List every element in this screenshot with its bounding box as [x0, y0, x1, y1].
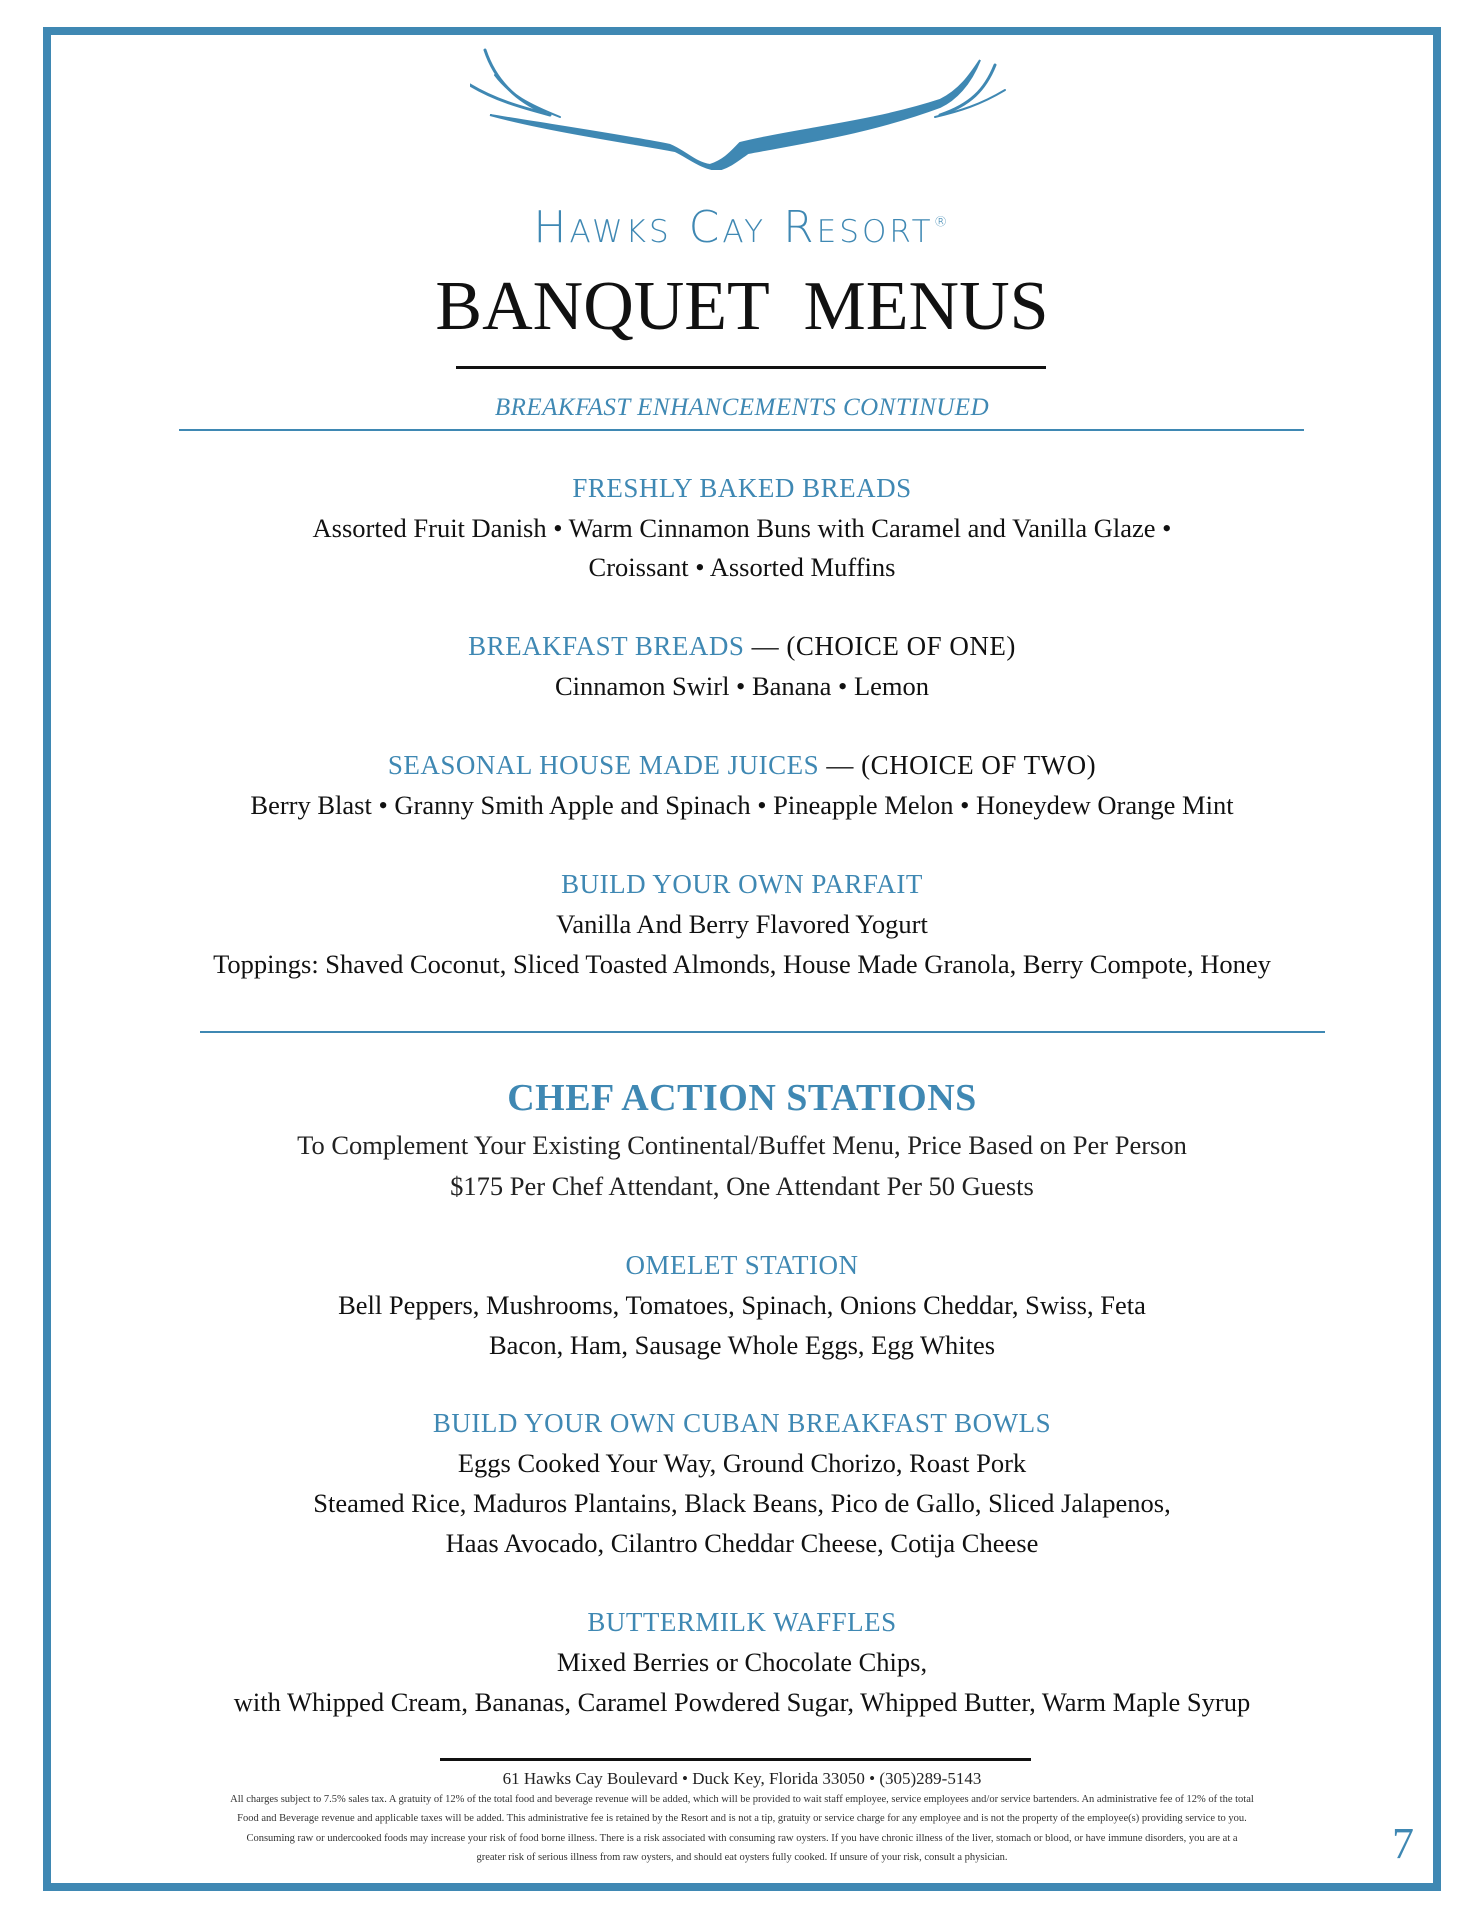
section-divider: [200, 1031, 1325, 1033]
chef-stations-title: CHEF ACTION STATIONS: [507, 1077, 977, 1119]
station-heading: BUTTERMILK WAFFLES: [587, 1607, 897, 1637]
logo-wordmark: Hawks Cay Resort®: [533, 202, 951, 253]
menu-line: Toppings: Shaved Coconut, Sliced Toasted Almonds, House Made Granola, Berry Compote, Honey: [213, 949, 1271, 979]
page-number: 7: [1392, 1819, 1414, 1868]
section-heading: BUILD YOUR OWN PARFAIT: [561, 869, 923, 899]
fine-print: All charges subject to 7.5% sales tax. A gratuity of 12% of the total food and beverage revenue will be added, which will be provided to wait staff employee, service employees and/or service bartenders. An administrative fee of 12% of the total: [230, 1794, 1254, 1805]
footer-divider: [440, 1758, 1031, 1761]
menu-line: with Whipped Cream, Bananas, Caramel Powdered Sugar, Whipped Butter, Warm Maple Syrup: [233, 1687, 1251, 1717]
menu-line: Berry Blast • Granny Smith Apple and Spinach • Pineapple Melon • Honeydew Orange Mint: [250, 790, 1234, 820]
section-heading: FRESHLY BAKED BREADS: [572, 473, 912, 503]
menu-line: Bacon, Ham, Sausage Whole Eggs, Egg Whites: [488, 1330, 996, 1360]
chef-intro-line: To Complement Your Existing Continental/Buffet Menu, Price Based on Per Person: [297, 1130, 1187, 1160]
menu-line: Croissant • Assorted Muffins: [588, 552, 896, 582]
footer-address: 61 Hawks Cay Boulevard • Duck Key, Florida 33050 • (305)289-5143: [502, 1769, 982, 1788]
menu-line: Eggs Cooked Your Way, Ground Chorizo, Roast Pork: [457, 1448, 1027, 1478]
fine-print: Consuming raw or undercooked foods may increase your risk of food borne illness. There is a risk associated with consuming raw oysters. If you have chronic illness of the liver, stomach or blood, or have immune disorders, you are at a: [246, 1833, 1238, 1844]
menu-line: Steamed Rice, Maduros Plantains, Black Beans, Pico de Gallo, Sliced Jalapenos,: [313, 1488, 1171, 1518]
fine-print: Food and Beverage revenue and applicable taxes will be added. This administrative fee is retained by the Resort and is not a tip, gratuity or service charge for any employee and is not the property of the employee(s) providing service to you.: [237, 1813, 1247, 1824]
title-divider: [456, 366, 1046, 369]
subtitle-divider: [179, 429, 1304, 431]
chef-intro-line: $175 Per Chef Attendant, One Attendant Per 50 Guests: [450, 1171, 1034, 1201]
menu-line: Haas Avocado, Cilantro Cheddar Cheese, Cotija Cheese: [445, 1528, 1039, 1558]
hawk-logo-icon: [470, 45, 1010, 170]
menu-line: Mixed Berries or Chocolate Chips,: [556, 1647, 928, 1677]
station-heading: OMELET STATION: [625, 1250, 859, 1280]
menu-line: Bell Peppers, Mushrooms, Tomatoes, Spinach, Onions Cheddar, Swiss, Feta: [338, 1290, 1146, 1320]
menu-line: Assorted Fruit Danish • Warm Cinnamon Buns with Caramel and Vanilla Glaze •: [312, 513, 1172, 543]
section-heading: BREAKFAST BREADS — (CHOICE OF ONE): [468, 631, 1016, 661]
station-heading: BUILD YOUR OWN CUBAN BREAKFAST BOWLS: [432, 1408, 1052, 1438]
menu-line: Cinnamon Swirl • Banana • Lemon: [554, 671, 930, 701]
subtitle: BREAKFAST ENHANCEMENTS CONTINUED: [494, 394, 990, 421]
section-heading: SEASONAL HOUSE MADE JUICES — (CHOICE OF TWO): [387, 750, 1097, 780]
fine-print: greater risk of serious illness from raw oysters, and should eat oysters fully cooked. If unsure of your risk, consult a physician.: [476, 1852, 1008, 1863]
page-title: BANQUET MENUS: [435, 268, 1049, 345]
menu-line: Vanilla And Berry Flavored Yogurt: [556, 909, 928, 939]
